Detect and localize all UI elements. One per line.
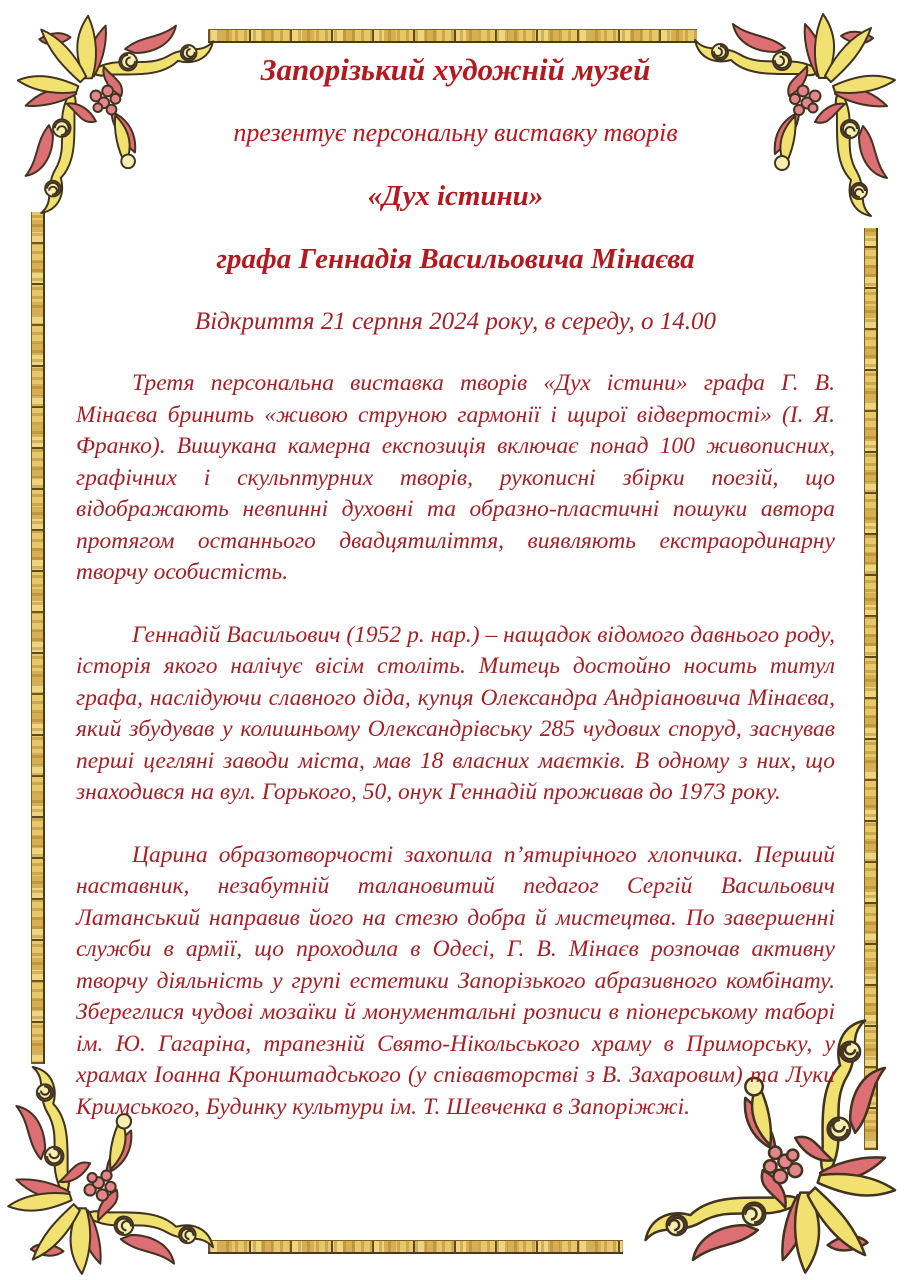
border-bar-right [864, 228, 878, 1150]
poster-content [76, 52, 835, 1123]
exhibition-title: «Дух істини» [367, 180, 544, 212]
artist-name: графа Геннадія Васильовича Мінаєва [216, 243, 695, 275]
paragraph-biography-career: Царина образотворчості захопила п’ятирічного хлопчика. Перший наставник, незабутній талановитий педагог Сергій Васильович Латанський направив його на стезю добра й мистецтва. По завершенні служби в армії, що проходила в Одесі, Г. В. Мінаєв розпочав активну творчу діяльність у групі естетики Запорізького абразивного комбінату. Збереглися чудові мозаїки й монументальні розписи в піонерському таборі ім. Ю. Гагаріна, трапезній Свято-Нікольського храму в Приморську, у храмах Іоанна Кронштадського (у співавторстві з В. Захаровим) та Луки Кримського, Будинку культури ім. Т. Шевченка в Запоріжжі. [76, 841, 835, 1120]
border-bar-bottom [208, 1240, 623, 1254]
paragraph-biography-lineage: Геннадій Васильович (1952 р. нар.) – нащадок відомого давнього роду, історія якого налічує вісім століть. Митець достойно носить титул графа, наслідуючи славного діда, купця Олександра Андріановича Мінаєва, який збудував у колишньому Олександрівську 285 чудових споруд, заснував перші цегляні заводи міста, мав 18 власних маєтків. В одному з них, що знаходився на вул. Горького, 50, онук Геннадій проживав до 1973 року. [76, 621, 835, 805]
border-bar-top [208, 29, 697, 43]
border-bar-left [31, 212, 45, 1064]
museum-title: Запорізький художній музей [260, 52, 651, 87]
paragraph-exhibition-description: Третя персональна виставка творів «Дух істини» графа Г. В. Мінаєва бринить «живою струною гармонії і щирої відвертості» (І. Я. Франко). Вишукана камерна експозиція включає понад 100 живописних, графічних і скульптурних творів, рукописні збірки поезій, що відображають невпинні духовні та образно-пластичні пошуки автора протягом останнього двадцятиліття, виявляють екстраординарну творчу особистість. [76, 370, 835, 585]
opening-date-line: Відкриття 21 серпня 2024 року, в середу, о 14.00 [194, 308, 717, 335]
presents-line: презентує персональну виставку творів [233, 118, 678, 147]
